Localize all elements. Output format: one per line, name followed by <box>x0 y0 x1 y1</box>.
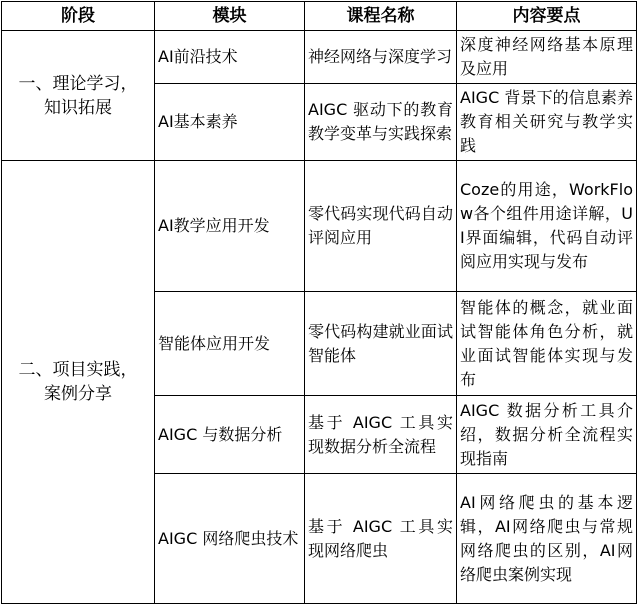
header-stage: 阶段 <box>2 2 155 31</box>
content-cell: AIGC 数据分析工具介绍，数据分析全流程实现指南 <box>457 396 637 474</box>
course-cell: AIGC 驱动下的教育教学变革与实践探索 <box>305 84 457 161</box>
table-row <box>2 161 637 292</box>
course-cell: 零代码构建就业面试智能体 <box>305 292 457 396</box>
content-cell: Coze的用途，WorkFlow各个组件用途详解，UI界面编辑，代码自动评阅应用实现与发布 <box>457 161 637 292</box>
stage-cell: 二、项目实践， 案例分享 <box>2 161 155 604</box>
content-cell: AI网络爬虫的基本逻辑，AI网络爬虫与常规网络爬虫的区别，AI网络爬虫案例实现 <box>457 474 637 604</box>
content-cell: AIGC 背景下的信息素养教育相关研究与教学实践 <box>457 84 637 161</box>
module-cell: AI基本素养 <box>155 84 305 161</box>
course-table <box>1 1 637 604</box>
header-content: 内容要点 <box>457 2 637 31</box>
stage-cell: 一、理论学习， 知识拓展 <box>2 31 155 161</box>
module-cell: AI前沿技术 <box>155 31 305 84</box>
module-cell: AI教学应用开发 <box>155 161 305 292</box>
table-row <box>2 31 637 84</box>
content-cell: 智能体的概念，就业面试智能体角色分析，就业面试智能体实现与发布 <box>457 292 637 396</box>
module-cell: AIGC 网络爬虫技术 <box>155 474 305 604</box>
module-cell: 智能体应用开发 <box>155 292 305 396</box>
course-cell: 基于 AIGC 工具实现网络爬虫 <box>305 474 457 604</box>
module-cell: AIGC 与数据分析 <box>155 396 305 474</box>
content-cell: 深度神经网络基本原理及应用 <box>457 31 637 84</box>
course-cell: 神经网络与深度学习 <box>305 31 457 84</box>
header-row <box>2 2 637 31</box>
course-cell: 基于 AIGC 工具实现数据分析全流程 <box>305 396 457 474</box>
header-module: 模块 <box>155 2 305 31</box>
course-cell: 零代码实现代码自动评阅应用 <box>305 161 457 292</box>
header-course: 课程名称 <box>305 2 457 31</box>
